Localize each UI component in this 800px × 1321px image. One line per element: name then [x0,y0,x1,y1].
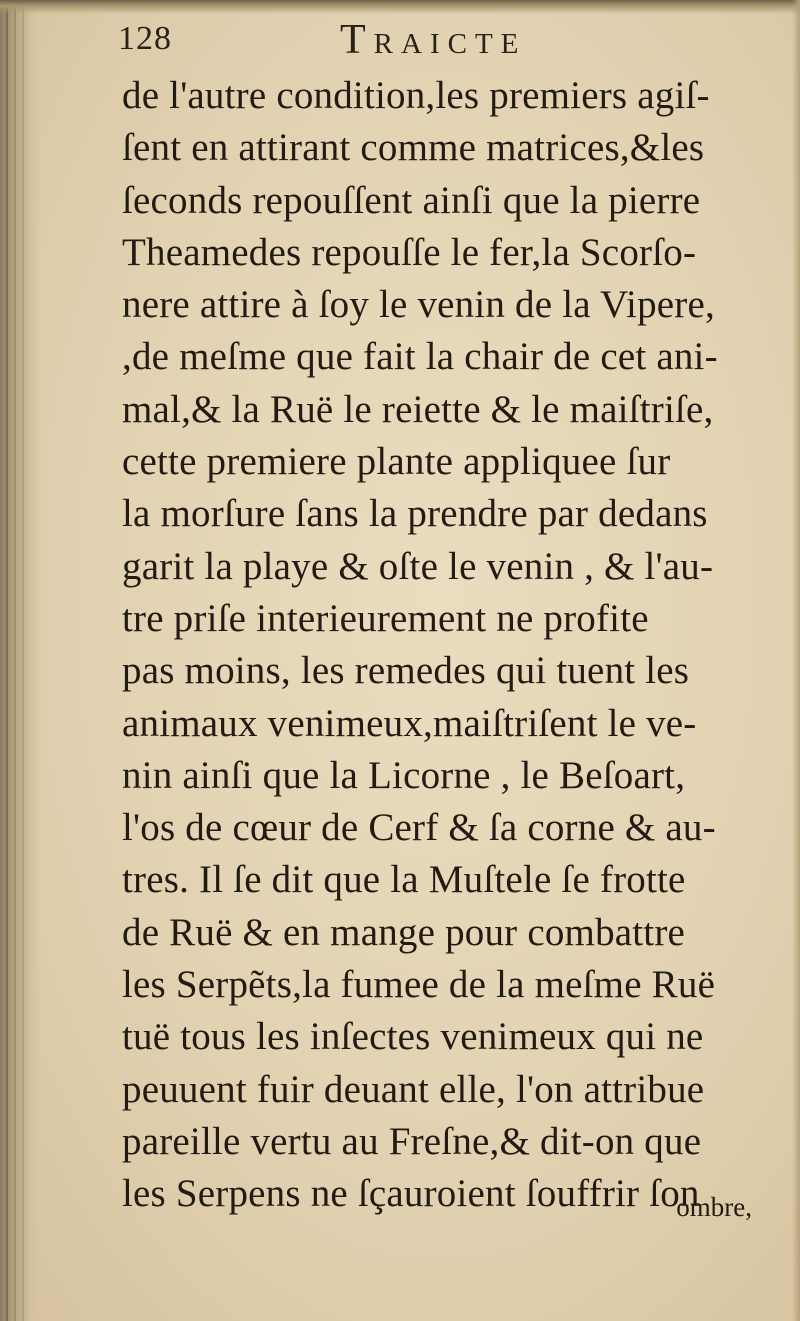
text-line: la morſure ſans la prendre par dedans [122,492,708,536]
text-line: peuuent fuir deuant elle, l'on attribue [122,1067,705,1111]
text-line: pas moins, les remedes qui tuent les [122,649,690,693]
text-line: cette premiere plante appliquee ſur [122,440,671,484]
text-line: l'os de cœur de Cerf & ſa corne & au- [122,806,716,850]
text-line: tre priſe interieurement ne profite [122,596,649,640]
text-line: Theamedes repouſſe le fer,la Scorſo- [122,230,697,274]
text-line: les Serpẽts,la fumee de la meſme Ruë [122,963,716,1007]
text-line: ,de meſme que fait la chair de cet ani- [122,335,718,379]
page-number: 128 [118,20,172,57]
catchword: ombre, [676,1192,752,1222]
gutter-line [22,0,24,1321]
page-header [118,14,718,74]
body-text [122,70,782,1221]
text-line: de l'autre condition,les premiers agiſ- [122,74,710,117]
text-line: animaux venimeux,maiſtriſent le ve- [122,701,697,745]
text-line: ſeconds repouſſent ainſi que la pierre [122,178,701,222]
page-right-edge [792,0,800,1321]
gutter-line [6,0,8,1321]
text-line: mal,& la Ruë le reiette & le maiſtriſe, [122,387,714,431]
text-line: ſent en attirant comme matrices,&les [122,126,705,170]
page-top-edge [0,0,800,14]
text-line: de Ruë & en mange pour combattre [122,910,686,954]
running-head: Traicte [340,17,527,63]
text-line: garit la playe & oſte le venin , & l'au- [122,544,714,588]
text-line: pareille vertu au Freſne,& dit-on que [122,1119,702,1163]
text-line: nin ainſi que la Licorne , le Beſoart, [122,753,686,797]
gutter-line [14,0,16,1321]
text-line: nere attire à ſoy le venin de la Vipere, [122,283,715,327]
text-line: tres. Il ſe dit que la Muſtele ſe frotte [122,858,686,902]
text-line: les Serpens ne ſçauroient ſouffrir ſon [122,1172,700,1216]
text-line: tuë tous les inſectes venimeux qui ne [122,1015,704,1059]
